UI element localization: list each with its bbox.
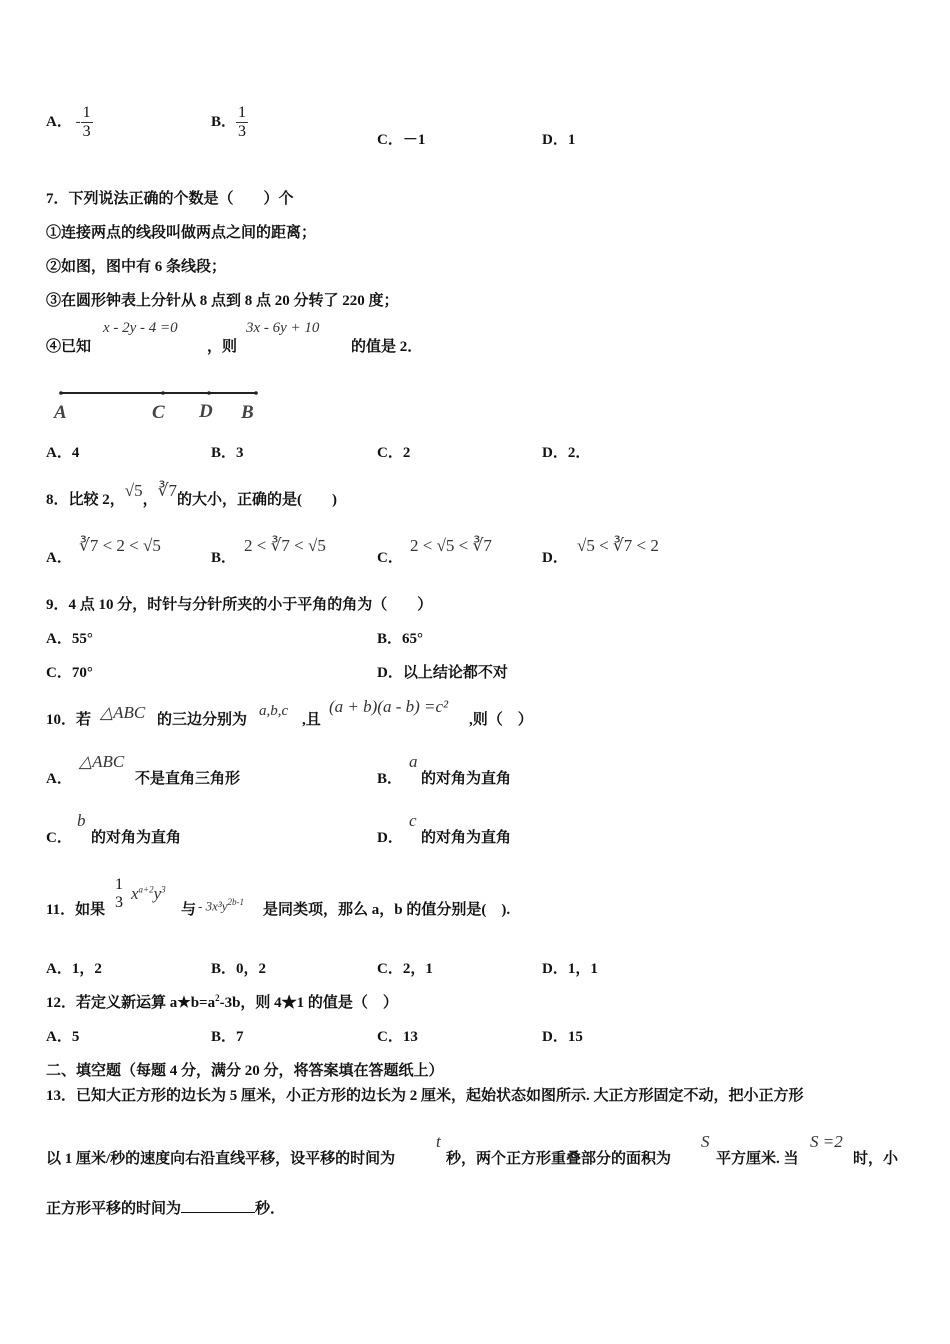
x: x	[131, 884, 139, 903]
text: ，则	[207, 339, 238, 355]
fraction	[113, 876, 125, 912]
q11-option-c: C．2，1	[377, 961, 433, 977]
q11-option-d: D．1，1	[542, 961, 598, 977]
text: 8．比较 2，	[46, 492, 125, 508]
text: 秒．	[255, 1201, 286, 1217]
text: 时，小	[853, 1151, 899, 1167]
q8-option-d: D．	[542, 550, 568, 566]
q7-option-d: D．2．	[542, 445, 591, 461]
exp: 2b-1	[227, 897, 245, 907]
q12-option-b: B．7	[211, 1029, 244, 1045]
q13-line-1: 13．已知大正方形的边长为 5 厘米，小正方形的边长为 2 厘米，起始状态如图所示. 大正方形固定不动，把小正方形	[46, 1088, 804, 1104]
point-d-label: D	[199, 401, 213, 422]
q8-option-b: B．	[211, 550, 237, 566]
text: 与	[181, 902, 197, 918]
q9-option-d: D．以上结论都不对	[377, 665, 508, 681]
q12-stem	[46, 991, 398, 1012]
sign: -	[75, 113, 81, 130]
q10-option-c: C．	[46, 830, 72, 846]
point-c-label: C	[152, 402, 165, 423]
q6-option-a	[46, 104, 93, 141]
fraction	[81, 104, 93, 141]
q10-stem: 10．若	[46, 712, 92, 728]
q8-option-c: C．	[377, 550, 403, 566]
exp: 2	[215, 993, 220, 1003]
exp: a+2	[138, 884, 154, 895]
text: 不是直角三角形	[135, 771, 241, 787]
text: 秒，两个正方形重叠部分的面积为	[446, 1151, 672, 1167]
term2	[198, 897, 244, 914]
q8-stem	[46, 481, 337, 509]
q9-option-c: C．70°	[46, 665, 93, 681]
q6-option-c: C．－1	[377, 132, 426, 148]
q7-statement-4: ④已知	[46, 339, 92, 355]
q8-option-a: A．	[46, 550, 72, 566]
q7-statement-1: ①连接两点的线段叫做两点之间的距离；	[46, 225, 317, 241]
num: 1	[238, 104, 247, 121]
q12-option-a: A．5	[46, 1029, 80, 1045]
q7-stem: 7．下列说法正确的个数是（ ）个	[46, 191, 294, 207]
q7-option-c: C．2	[377, 445, 411, 461]
text: -3b，则 4★1 的值是（ ）	[219, 995, 398, 1011]
q8-option-b-math: 2 < ∛7 < √5	[244, 536, 326, 555]
q10-option-a: A．	[46, 771, 72, 787]
math: △ABC	[79, 752, 125, 771]
section-heading: 二、填空题（每题 4 分，满分 20 分，将答案填在答题纸上）	[46, 1063, 444, 1079]
exp: 3	[161, 884, 166, 895]
den: 3	[238, 123, 247, 140]
var-s: S	[701, 1132, 710, 1151]
equation: (a + b)(a - b) =c²	[329, 697, 449, 716]
y: y	[153, 884, 162, 903]
math: a	[409, 752, 418, 771]
q12-option-c: C．13	[377, 1029, 418, 1045]
text: ,且	[302, 712, 321, 728]
equation: x - 2y - 4 =0	[103, 320, 178, 336]
num: 1	[115, 876, 123, 893]
answer-blank[interactable]	[181, 1212, 255, 1213]
q7-option-b: B．3	[211, 445, 244, 461]
q10-option-d: D．	[377, 830, 403, 846]
sides: a,b,c	[259, 703, 289, 719]
q11-option-a: A．1，2	[46, 961, 102, 977]
text: 的三边分别为	[157, 712, 248, 728]
text: 的值是 2．	[351, 339, 423, 355]
q12-option-d: D．15	[542, 1029, 583, 1045]
text: ,则（ ）	[469, 712, 533, 728]
point-a-label: A	[54, 402, 67, 423]
term1	[131, 884, 166, 904]
text: 的对角为直角	[421, 830, 512, 846]
q9-stem: 9．4 点 10 分，时针与分针所夹的小于平角的角为（ ）	[46, 597, 433, 613]
q8-option-c-math: 2 < √5 < ∛7	[410, 536, 492, 555]
text: 的对角为直角	[91, 830, 182, 846]
q6-option-d: D．1	[542, 132, 576, 148]
cbrt7: ∛7	[157, 481, 177, 500]
label: A．	[46, 113, 72, 130]
text: 正方形平移的时间为	[46, 1201, 182, 1217]
line-segment-figure	[50, 385, 270, 425]
sqrt5: √5	[124, 481, 143, 500]
text: 12．若定义新运算 a★b=a	[46, 995, 216, 1011]
q11-stem: 11．如果	[46, 902, 106, 918]
q13-line-2: 以 1 厘米/秒的速度向右沿直线平移，设平移的时间为	[46, 1151, 396, 1167]
triangle-abc: △ABC	[100, 703, 146, 722]
q9-option-b: B．65°	[377, 631, 424, 647]
label: B．	[211, 113, 237, 130]
var-t: t	[436, 1132, 441, 1151]
q9-option-a: A．55°	[46, 631, 93, 647]
den: 3	[115, 894, 123, 911]
q8-option-a-math: ∛7 < 2 < √5	[79, 536, 161, 555]
text: ，	[142, 492, 158, 508]
expression: 3x - 6y + 10	[246, 320, 320, 336]
math: b	[77, 811, 86, 830]
q13-line-3	[46, 1197, 285, 1218]
math: c	[409, 811, 417, 830]
condition: S =2	[810, 1132, 843, 1151]
text: 平方厘米. 当	[716, 1151, 799, 1167]
point-b-label: B	[241, 402, 254, 423]
text: 的对角为直角	[421, 771, 512, 787]
q8-option-d-math: √5 < ∛7 < 2	[577, 536, 659, 555]
num: 1	[82, 104, 91, 121]
text: 是同类项，那么 a，b 的值分别是( ).	[263, 902, 511, 918]
fraction	[236, 104, 248, 141]
q7-statement-2: ②如图，图中有 6 条线段；	[46, 259, 227, 275]
q7-statement-3: ③在圆形钟表上分针从 8 点到 8 点 20 分转了 220 度；	[46, 293, 399, 309]
den: 3	[82, 123, 91, 140]
q7-option-a: A．4	[46, 445, 80, 461]
expr: - 3x³y	[198, 898, 228, 914]
q6-option-b	[211, 104, 248, 141]
q10-option-b: B．	[377, 771, 403, 787]
q11-option-b: B．0，2	[211, 961, 267, 977]
text: 的大小，正确的是( )	[176, 492, 337, 508]
